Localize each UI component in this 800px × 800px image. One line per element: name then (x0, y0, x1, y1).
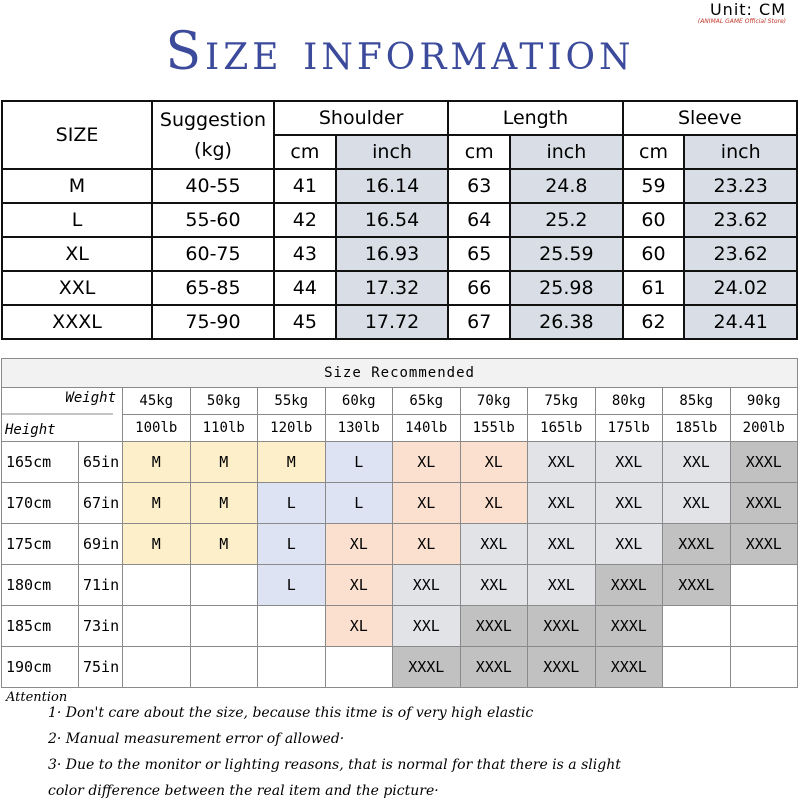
height-in-label: 67in (79, 483, 123, 524)
attention-note-1: 1· Don't care about the size, because this itme is of very high elastic (48, 705, 534, 721)
weight-lb-header: 120lb (258, 415, 326, 442)
recommend-cell: XL (325, 606, 393, 647)
recommend-cell: XXL (528, 483, 596, 524)
size-table-cell: 17.32 (336, 271, 449, 305)
size-table-cell: 24.8 (510, 169, 623, 203)
size-table (1, 100, 798, 340)
recommend-cell (730, 647, 798, 688)
recommend-row (2, 565, 798, 606)
size-table-cell: 67 (448, 305, 510, 339)
recommend-cell: XXL (595, 442, 663, 483)
attention-heading: Attention (6, 690, 68, 705)
height-cm-label: 165cm (2, 442, 79, 483)
size-table-cell: 23.62 (684, 237, 797, 271)
size-table-cell: 44 (274, 271, 336, 305)
length-header: Length (448, 101, 622, 135)
size-table-cell: XL (2, 237, 152, 271)
suggestion-label: Suggestion (159, 109, 267, 131)
size-table-cell: 66 (448, 271, 510, 305)
recommend-cell: XXXL (393, 647, 461, 688)
height-cm-label: 190cm (2, 647, 79, 688)
size-table-cell: 60 (623, 203, 685, 237)
recommend-cell (123, 606, 191, 647)
weight-kg-header: 50kg (190, 388, 258, 415)
recommend-cell: XXL (528, 524, 596, 565)
suggestion-header (152, 101, 274, 169)
weight-kg-header: 80kg (595, 388, 663, 415)
recommend-cell: XXXL (595, 647, 663, 688)
height-in-label: 73in (79, 606, 123, 647)
recommend-cell: XXXL (595, 606, 663, 647)
size-header: SIZE (2, 101, 152, 169)
weight-label: Weight (65, 390, 116, 406)
size-table-cell: 24.41 (684, 305, 797, 339)
recommend-cell (190, 647, 258, 688)
size-table-row (2, 169, 797, 203)
size-table-cell: 65 (448, 237, 510, 271)
height-cm-label: 185cm (2, 606, 79, 647)
recommend-cell: M (190, 483, 258, 524)
recommend-cell: XXL (528, 565, 596, 606)
recommend-cell: XXL (663, 483, 731, 524)
recommend-cell: L (258, 565, 326, 606)
sleeve-inch-header: inch (684, 135, 797, 169)
recommend-cell (663, 647, 731, 688)
height-cm-label: 170cm (2, 483, 79, 524)
size-table-cell: 25.59 (510, 237, 623, 271)
weight-height-corner (2, 388, 123, 442)
recommend-cell: XXL (595, 483, 663, 524)
size-table-cell: 24.02 (684, 271, 797, 305)
recommend-cell: XXL (663, 442, 731, 483)
weight-lb-header: 130lb (325, 415, 393, 442)
size-table-cell: 17.72 (336, 305, 449, 339)
weight-lb-header: 155lb (460, 415, 528, 442)
weight-kg-header: 60kg (325, 388, 393, 415)
height-in-label: 75in (79, 647, 123, 688)
weight-lb-header: 110lb (190, 415, 258, 442)
recommend-row (2, 606, 798, 647)
sleeve-cm-header: cm (623, 135, 685, 169)
recommend-cell: XXXL (528, 647, 596, 688)
recommend-cell (123, 647, 191, 688)
weight-kg-header: 55kg (258, 388, 326, 415)
recommend-cell: XL (393, 524, 461, 565)
height-label: Height (5, 422, 56, 438)
weight-lb-header: 140lb (393, 415, 461, 442)
length-cm-header: cm (448, 135, 510, 169)
recommend-cell: XXXL (730, 524, 798, 565)
recommend-cell: XXXL (595, 565, 663, 606)
size-recommend-table (1, 358, 798, 688)
weight-kg-header: 85kg (663, 388, 731, 415)
recommend-cell (325, 647, 393, 688)
recommend-cell: XXXL (460, 606, 528, 647)
size-table-cell: 65-85 (152, 271, 274, 305)
weight-lb-header: 175lb (595, 415, 663, 442)
weight-kg-header: 70kg (460, 388, 528, 415)
shoulder-header: Shoulder (274, 101, 448, 135)
size-table-cell: 61 (623, 271, 685, 305)
size-table-cell: 63 (448, 169, 510, 203)
recommend-cell: XXXL (528, 606, 596, 647)
recommend-row (2, 483, 798, 524)
recommend-cell (730, 565, 798, 606)
shoulder-inch-header: inch (336, 135, 449, 169)
recommend-cell: XXXL (460, 647, 528, 688)
suggestion-unit: (kg) (194, 139, 232, 161)
recommend-cell: XXL (460, 524, 528, 565)
size-table-cell: XXXL (2, 305, 152, 339)
recommend-cell: L (325, 442, 393, 483)
recommend-row (2, 524, 798, 565)
recommend-cell (190, 606, 258, 647)
weight-lb-header: 165lb (528, 415, 596, 442)
size-table-cell: 60 (623, 237, 685, 271)
size-table-cell: XXL (2, 271, 152, 305)
size-table-cell: M (2, 169, 152, 203)
size-table-cell: 59 (623, 169, 685, 203)
size-table-cell: 23.62 (684, 203, 797, 237)
size-table-cell: 43 (274, 237, 336, 271)
size-table-row (2, 271, 797, 305)
size-table-cell: 26.38 (510, 305, 623, 339)
size-table-cell: L (2, 203, 152, 237)
recommend-cell: XL (460, 483, 528, 524)
attention-note-3: 3· Due to the monitor or lighting reasons, that is normal for that there is a slight (48, 757, 621, 773)
weight-kg-header: 65kg (393, 388, 461, 415)
recommend-cell: XXXL (663, 565, 731, 606)
size-table-cell: 75-90 (152, 305, 274, 339)
size-table-cell: 25.98 (510, 271, 623, 305)
size-table-cell: 42 (274, 203, 336, 237)
size-table-cell: 25.2 (510, 203, 623, 237)
shoulder-cm-header: cm (274, 135, 336, 169)
recommend-cell (663, 606, 731, 647)
height-in-label: 69in (79, 524, 123, 565)
recommend-cell (123, 565, 191, 606)
size-table-cell: 16.93 (336, 237, 449, 271)
recommend-cell (730, 606, 798, 647)
size-table-cell: 23.23 (684, 169, 797, 203)
size-table-cell: 16.54 (336, 203, 449, 237)
recommend-cell: XXL (528, 442, 596, 483)
size-table-row (2, 203, 797, 237)
weight-lb-header: 185lb (663, 415, 731, 442)
height-in-label: 65in (79, 442, 123, 483)
recommend-cell (258, 606, 326, 647)
height-cm-label: 175cm (2, 524, 79, 565)
recommend-row (2, 442, 798, 483)
length-inch-header: inch (510, 135, 623, 169)
weight-kg-header: 75kg (528, 388, 596, 415)
recommend-cell: L (258, 483, 326, 524)
recommend-cell: XXL (595, 524, 663, 565)
recommend-cell: XXL (460, 565, 528, 606)
recommend-cell: M (123, 483, 191, 524)
recommend-cell: XXXL (730, 442, 798, 483)
height-cm-label: 180cm (2, 565, 79, 606)
recommend-cell: M (123, 442, 191, 483)
recommend-cell: XXL (393, 565, 461, 606)
recommend-cell: XXXL (730, 483, 798, 524)
size-table-cell: 62 (623, 305, 685, 339)
size-table-cell: 41 (274, 169, 336, 203)
recommend-cell: L (258, 524, 326, 565)
recommend-title: Size Recommended (2, 359, 798, 388)
recommend-cell: XL (325, 524, 393, 565)
recommend-cell: M (190, 442, 258, 483)
unit-label: Unit: CM (709, 0, 786, 19)
height-in-label: 71in (79, 565, 123, 606)
recommend-cell: XL (393, 483, 461, 524)
size-table-cell: 16.14 (336, 169, 449, 203)
store-label: (ANIMAL GAME Official Store) (697, 18, 786, 25)
recommend-cell: M (190, 524, 258, 565)
size-table-cell: 55-60 (152, 203, 274, 237)
sleeve-header: Sleeve (623, 101, 797, 135)
attention-note-4: color difference between the real item and the picture· (48, 783, 439, 799)
recommend-cell: XL (393, 442, 461, 483)
weight-lb-header: 100lb (123, 415, 191, 442)
recommend-cell: XL (325, 565, 393, 606)
recommend-cell: L (325, 483, 393, 524)
recommend-cell (190, 565, 258, 606)
recommend-cell (258, 647, 326, 688)
size-table-row (2, 237, 797, 271)
size-table-cell: 45 (274, 305, 336, 339)
attention-note-2: 2· Manual measurement error of allowed· (48, 731, 345, 747)
weight-lb-header: 200lb (730, 415, 798, 442)
size-table-cell: 64 (448, 203, 510, 237)
recommend-cell: M (123, 524, 191, 565)
weight-kg-header: 45kg (123, 388, 191, 415)
weight-kg-header: 90kg (730, 388, 798, 415)
page-title: Size information (165, 22, 635, 82)
recommend-cell: XXXL (663, 524, 731, 565)
size-table-row (2, 305, 797, 339)
recommend-row (2, 647, 798, 688)
size-table-cell: 40-55 (152, 169, 274, 203)
recommend-cell: XXL (393, 606, 461, 647)
recommend-cell: XL (460, 442, 528, 483)
recommend-cell: M (258, 442, 326, 483)
size-table-cell: 60-75 (152, 237, 274, 271)
